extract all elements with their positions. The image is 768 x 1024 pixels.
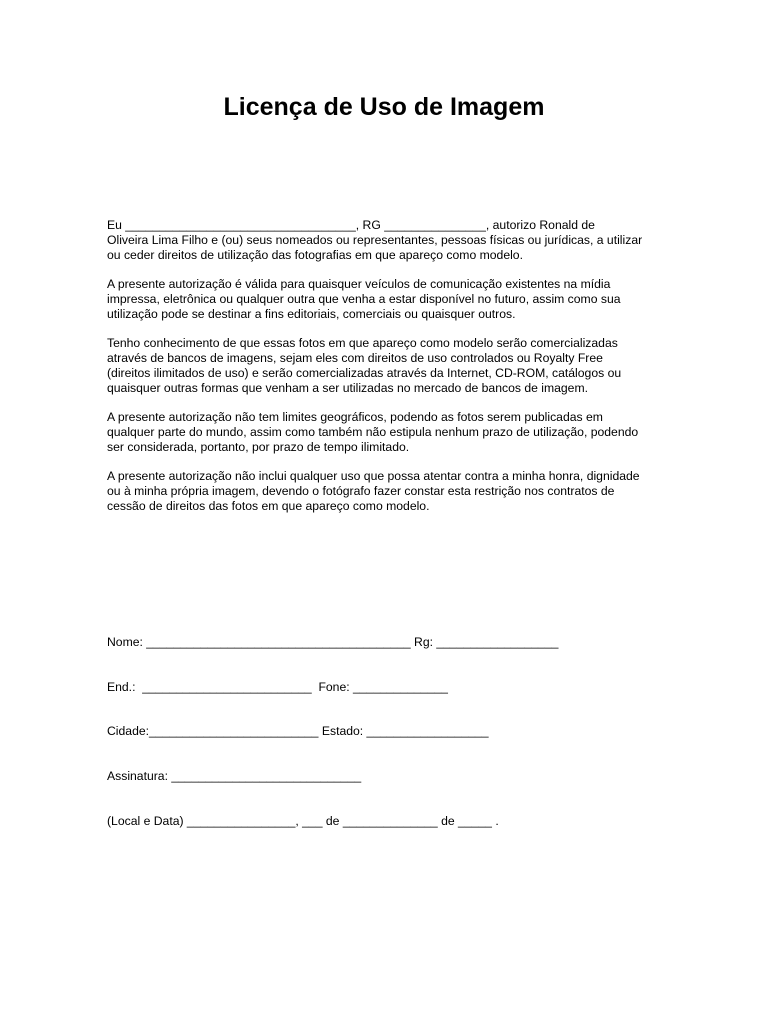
paragraph-commercialization [107, 336, 667, 396]
paragraph-line: A presente autorização não tem limites geográficos, podendo as fotos serem publicadas em [107, 410, 603, 424]
paragraph-line: ou ceder direitos de utilização das fotografias em que apareço como modelo. [107, 248, 523, 262]
paragraph-line: cessão de direitos das fotos em que apareço como modelo. [107, 499, 430, 513]
document-title: Licença de Uso de Imagem [223, 93, 545, 121]
paragraph-line: Eu __________________________________, RG _______________, autorizo Ronald de [107, 218, 595, 232]
paragraph-line: qualquer parte do mundo, assim como também não estipula nenhum prazo de utilização, podendo [107, 425, 639, 439]
paragraph-geographic-scope [107, 410, 667, 455]
paragraph-line: quaisquer outras formas que venham a ser utilizadas no mercado de bancos de imagem. [107, 381, 588, 395]
form-line-name-rg: Nome: _______________________________________ Rg: __________________ [107, 635, 559, 649]
paragraph-line: Oliveira Lima Filho e (ou) seus nomeados ou representantes, pessoas físicas ou jurídicas, a utilizar [107, 233, 643, 247]
form-line-place-date: (Local e Data) ________________, ___ de ______________ de _____ . [107, 814, 499, 828]
paragraph-line: através de bancos de imagens, sejam eles com direitos de uso controlados ou Royalty Free [107, 351, 603, 365]
paragraph-validity [107, 277, 667, 322]
paragraph-line: ou à minha própria imagem, devendo o fotógrafo fazer constar esta restrição nos contratos de [107, 484, 615, 498]
document-body [107, 218, 667, 528]
paragraph-authorization [107, 218, 667, 263]
form-line-signature: Assinatura: ____________________________ [107, 769, 362, 783]
form-line-city-state: Cidade:_________________________ Estado: __________________ [107, 724, 489, 738]
paragraph-restrictions [107, 469, 667, 514]
paragraph-line: A presente autorização é válida para quaisquer veículos de comunicação existentes na mídia [107, 277, 611, 291]
paragraph-line: Tenho conhecimento de que essas fotos em que apareço como modelo serão comercializadas [107, 336, 618, 350]
paragraph-line: impressa, eletrônica ou qualquer outra que venha a estar disponível no futuro, assim como sua [107, 292, 621, 306]
form-line-address-phone: End.: _________________________ Fone: ______________ [107, 680, 448, 694]
paragraph-line: ser considerada, portanto, por prazo de tempo ilimitado. [107, 440, 410, 454]
paragraph-line: utilização pode se destinar a fins editoriais, comerciais ou quaisquer outros. [107, 307, 516, 321]
paragraph-line: A presente autorização não inclui qualquer uso que possa atentar contra a minha honra, dignidade [107, 469, 640, 483]
paragraph-line: (direitos ilimitados de uso) e serão comercializadas através da Internet, CD-ROM, catálogos ou [107, 366, 622, 380]
